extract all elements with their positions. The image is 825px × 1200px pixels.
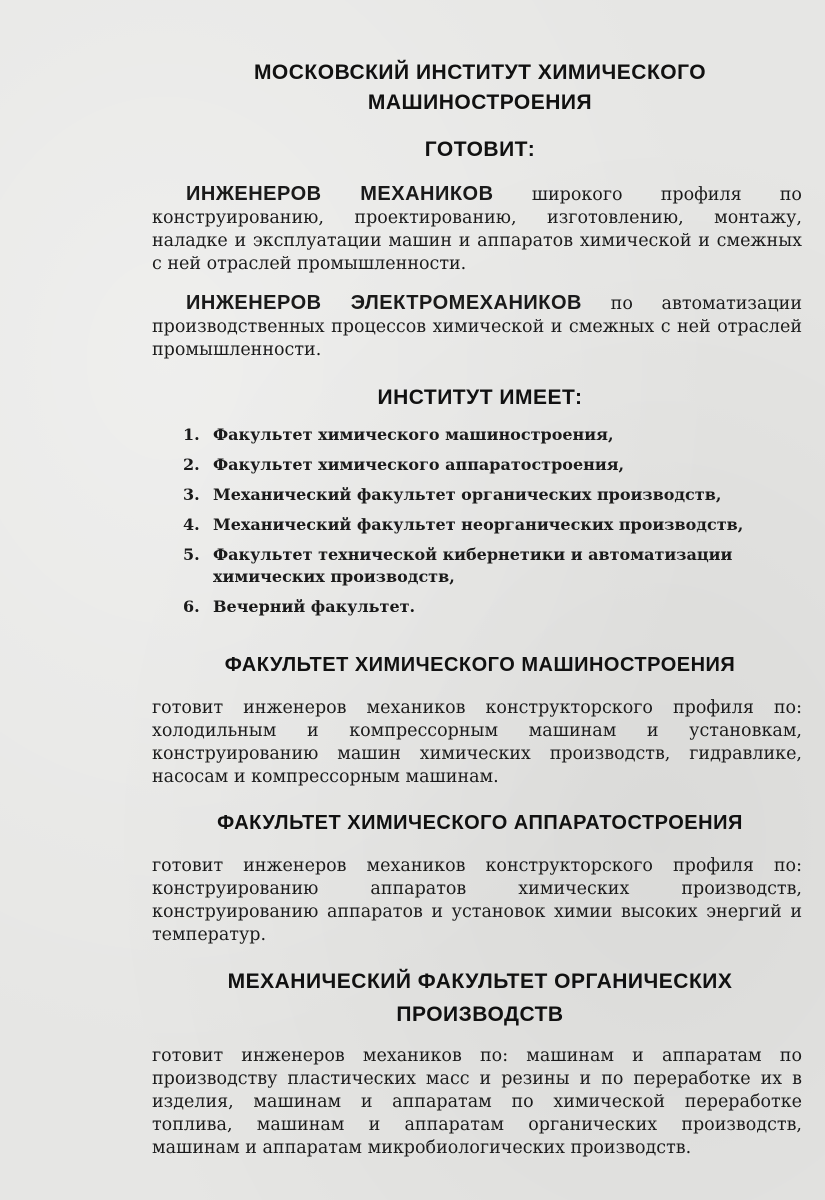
faculty-list [183,424,783,626]
institute-has-heading: ИНСТИТУТ ИМЕЕТ: [377,386,583,409]
list-item [183,424,783,446]
list-item-number: 2. [183,455,200,474]
list-item-text: Факультет технической кибернетики и автоматизации химических производств, [213,545,733,586]
section-heading-organic-production-mechanical: МЕХАНИЧЕСКИЙ ФАКУЛЬТЕТ ОРГАНИЧЕСКИХ ПРОИЗВОДСТВ [227,970,733,1026]
list-item-text: Механический факультет органических производств, [213,485,722,504]
list-item-text: Механический факультет неорганических производств, [213,515,744,534]
list-item-text: Факультет химического машиностроения, [213,425,614,444]
section-body-organic-production-mechanical: готовит инженеров механиков по: машинам и аппаратам по производству пластических масс и резины и по переработке их в изделия, машинам и аппаратам по химической переработке топлива, машинам и аппаратам органических производств, машинам и аппаратам микробиологических производств. [152,1046,802,1158]
list-item [183,514,783,536]
section-heading-chemical-apparatus-building: ФАКУЛЬТЕТ ХИМИЧЕСКОГО АППАРАТОСТРОЕНИЯ [217,812,743,834]
mechanical-engineers-text: широкого профиля по конструированию, проектированию, изготовлению, монтажу, наладке и эксплуатации машин и аппаратов химической и смежных с ней отраслей промышленности. [152,185,802,274]
list-item-number: 1. [183,425,200,444]
section-heading-chemical-machine-building: ФАКУЛЬТЕТ ХИМИЧЕСКОГО МАШИНОСТРОЕНИЯ [224,654,736,676]
mechanical-engineers-paragraph [152,183,802,276]
list-item-number: 3. [183,485,200,504]
list-item [183,544,783,588]
electromechanical-engineers-paragraph [152,292,802,362]
list-item [183,596,783,618]
list-item-text: Вечерний факультет. [213,597,416,616]
mechanical-engineers-lead: ИНЖЕНЕРОВ МЕХАНИКОВ [186,183,494,205]
electromechanical-engineers-text: по автоматизации производственных процессов химической и смежных с ней отраслей промышленности. [152,294,802,360]
prepares-heading: ГОТОВИТ: [424,138,536,161]
list-item [183,484,783,506]
list-item-number: 4. [183,515,200,534]
list-item-text: Факультет химического аппаратостроения, [213,455,625,474]
section-body-chemical-machine-building: готовит инженеров механиков конструкторского профиля по: холодильным и компрессорным машинам и установкам, конструированию машин химических производств, гидравлике, насосам и компрессорным машинам. [152,698,802,787]
section-body-chemical-apparatus-building: готовит инженеров механиков конструкторского профиля по: конструированию аппаратов химических производств, конструированию аппаратов и установок химии высоких энергий и температур. [152,856,802,945]
institute-title: МОСКОВСКИЙ ИНСТИТУТ ХИМИЧЕСКОГО МАШИНОСТРОЕНИЯ [253,61,707,114]
list-item [183,454,783,476]
electromechanical-engineers-lead: ИНЖЕНЕРОВ ЭЛЕКТРОМЕХАНИКОВ [186,292,582,314]
list-item-number: 5. [183,545,200,564]
list-item-number: 6. [183,597,200,616]
